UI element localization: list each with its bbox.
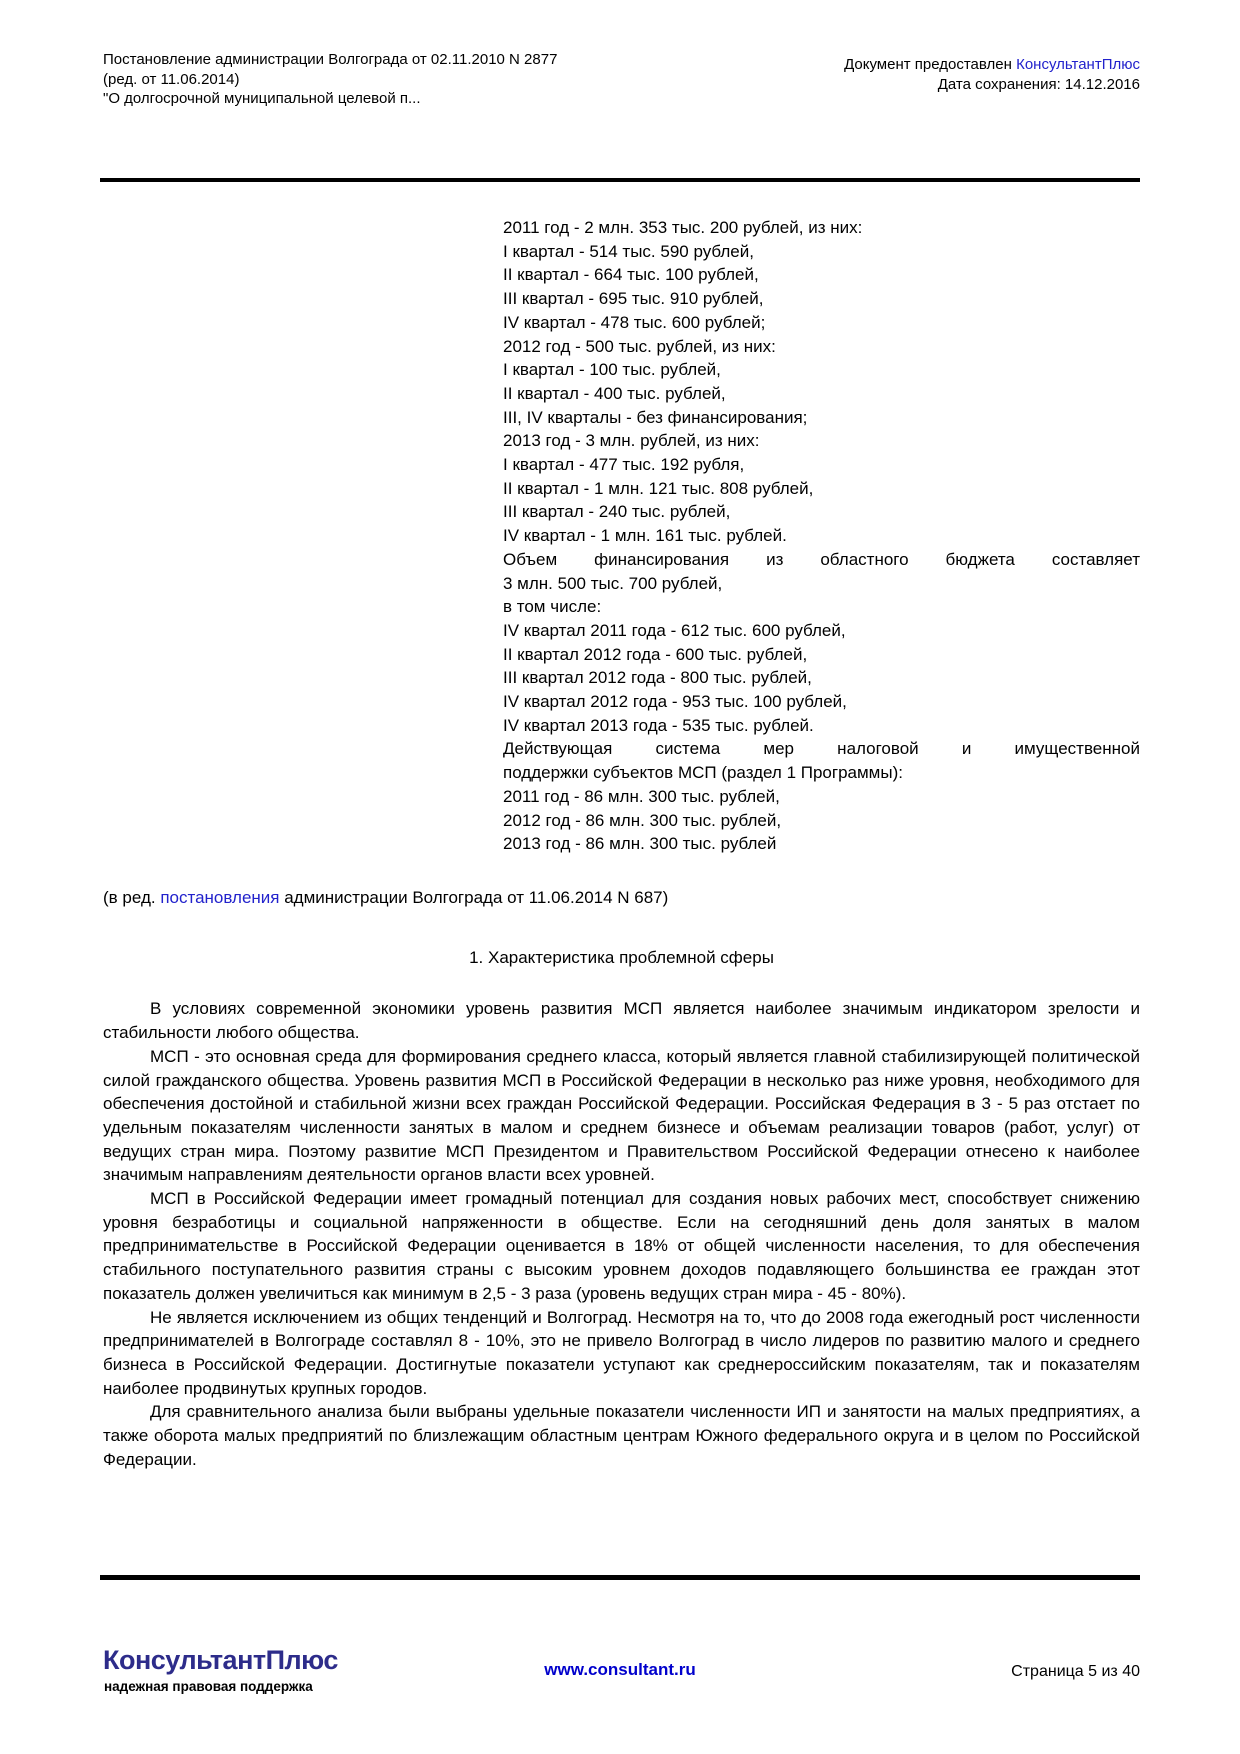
budget-line: 3 млн. 500 тыс. 700 рублей, <box>503 573 723 593</box>
provided-by-line <box>844 55 1140 75</box>
amendment-note <box>103 886 1140 910</box>
budget-line: IV квартал 2011 года - 612 тыс. 600 рублей, <box>503 620 846 640</box>
budget-line: II квартал - 664 тыс. 100 рублей, <box>503 265 759 285</box>
budget-line: II квартал - 400 тыс. рублей, <box>503 383 726 403</box>
consultantplus-link[interactable]: КонсультантПлюс <box>1016 56 1140 73</box>
budget-line: III квартал - 695 тыс. 910 рублей, <box>503 289 764 309</box>
section-heading: 1. Характеристика проблемной сферы <box>469 947 774 967</box>
document-title-line3: "О долгосрочной муниципальной целевой п... <box>103 90 421 107</box>
document-title-line1: Постановление администрации Волгограда от 02.11.2010 N 2877 <box>103 51 558 68</box>
budget-line: Действующая система мер налоговой и имущественной <box>503 739 1140 759</box>
budget-line: II квартал - 1 млн. 121 тыс. 808 рублей, <box>503 478 814 498</box>
page-indicator: Страница 5 из 40 <box>1011 1663 1140 1680</box>
budget-line: III квартал - 240 тыс. рублей, <box>503 502 731 522</box>
document-title <box>103 50 723 109</box>
budget-line: 2013 год - 3 млн. рублей, из них: <box>503 431 760 451</box>
budget-line: IV квартал 2013 года - 535 тыс. рублей. <box>503 715 814 735</box>
budget-line: IV квартал 2012 года - 953 тыс. 100 рублей, <box>503 692 847 712</box>
budget-line: в том числе: <box>503 597 602 617</box>
amendment-suffix: администрации Волгограда от 11.06.2014 N 687) <box>279 887 669 907</box>
budget-line: IV квартал - 478 тыс. 600 рублей; <box>503 312 766 332</box>
budget-line: 2013 год - 86 млн. 300 тыс. рублей <box>503 834 777 854</box>
budget-line: II квартал 2012 года - 600 тыс. рублей, <box>503 644 808 664</box>
provided-by-text: Документ предоставлен <box>844 56 1017 73</box>
budget-line: 2012 год - 500 тыс. рублей, из них: <box>503 336 776 356</box>
body-paragraph: В условиях современной экономики уровень развития МСП является наиболее значимым индикатором зрелости и стабильности любого общества. <box>103 999 1140 1043</box>
budget-line: Объем финансирования из областного бюджета составляет <box>503 549 1140 569</box>
budget-line: I квартал - 477 тыс. 192 рубля, <box>503 455 745 475</box>
body-paragraph: МСП в Российской Федерации имеет громадный потенциал для создания новых рабочих мест, способствует снижению уровня безработицы и социальной напряженности в обществе. Если на сегодняшний день доля занятых в малом предпринимательстве в Российской Федерации оценивается в 18% от общей численности населения, то для обеспечения стабильного поступательного развития страны с высоким уровнем доходов подавляющего большинства ее граждан этот показатель должен увеличиться как минимум в 2,5 - 3 раза (уровень ведущих стран мира - 45 - 80%). <box>103 1189 1140 1303</box>
budget-line: III, IV кварталы - без финансирования; <box>503 407 808 427</box>
budget-line: 2011 год - 2 млн. 353 тыс. 200 рублей, из них: <box>503 218 863 237</box>
consultant-website-link[interactable]: www.consultant.ru <box>544 1660 696 1679</box>
saved-date: Дата сохранения: 14.12.2016 <box>937 76 1140 93</box>
amendment-prefix: (в ред. <box>103 887 161 907</box>
budget-text-block <box>503 216 1140 856</box>
document-provider-info <box>844 55 1140 95</box>
budget-line: IV квартал - 1 млн. 161 тыс. рублей. <box>503 526 787 546</box>
header-divider <box>100 178 1140 182</box>
body-paragraph: Для сравнительного анализа были выбраны удельные показатели численности ИП и занятости на малых предприятиях, а также оборота малых предприятий по близлежащим областным центрам Южного федерального округа и в целом по Российской Федерации. <box>103 1402 1140 1469</box>
amendment-link[interactable]: постановления <box>160 887 280 907</box>
budget-line: I квартал - 514 тыс. 590 рублей, <box>503 241 754 261</box>
budget-line: поддержки субъектов МСП (раздел 1 Программы): <box>503 763 903 783</box>
document-body <box>103 216 1140 1471</box>
document-title-line2: (ред. от 11.06.2014) <box>103 70 240 88</box>
budget-line: III квартал 2012 года - 800 тыс. рублей, <box>503 668 812 688</box>
consultantplus-tagline: надежная правовая поддержка <box>104 1679 313 1694</box>
body-paragraph: МСП - это основная среда для формирования среднего класса, который является главной стабилизирующей политической силой гражданского общества. Уровень развития МСП в Российской Федерации в несколько раз ниже уровня, необходимого для обеспечения достойной и стабильной жизни всех граждан Российской Федерации. Российская Федерация в 3 - 5 раз отстает по удельным показателям численности занятых в малом и среднем бизнесе и объемам реализации товаров (работ, услуг) от ведущих стран мира. Поэтому развитие МСП Президентом и Правительством Российской Федерации отнесено к наиболее значимым направлениям деятельности органов власти всех уровней. <box>103 1046 1140 1185</box>
budget-line: 2011 год - 86 млн. 300 тыс. рублей, <box>503 786 780 806</box>
section-paragraphs <box>103 997 1140 1471</box>
budget-line: 2012 год - 86 млн. 300 тыс. рублей, <box>503 810 782 830</box>
footer-url-wrap <box>100 1660 1140 1680</box>
footer-divider <box>100 1575 1140 1580</box>
consultantplus-logo: КонсультантПлюс <box>103 1645 338 1675</box>
budget-line: I квартал - 100 тыс. рублей, <box>503 360 721 380</box>
body-paragraph: Не является исключением из общих тенденций и Волгоград. Несмотря на то, что до 2008 года ежегодный рост численности предпринимателей в Волгограде составлял 8 - 10%, это не привело Волгоград в число лидеров по развитию малого и среднего бизнеса в Российской Федерации. Достигнутые показатели уступают как среднероссийским показателям, так и показателям наиболее продвинутых крупных городов. <box>103 1307 1140 1398</box>
